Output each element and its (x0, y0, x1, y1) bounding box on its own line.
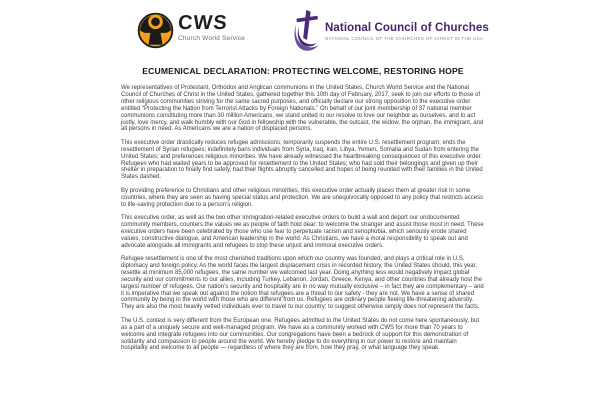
cws-figure-icon (137, 12, 174, 49)
ncc-wordmark (325, 23, 489, 41)
cross-swoosh-icon (292, 10, 322, 52)
cws-wordmark (178, 13, 245, 42)
paragraph-4: This executive order, as well as the two other immigration-related executive orders to build a wall and deport our undocumented community members, counters the values we as people of faith hold dear: to welcome the stranger and assist those most in need. These executive orders have been celebrated by those who use fear to perpetuate racism and xenophobia, which seriously erode shared values, constructive dialogue, and American leadership in the world. As Christians, we have a moral responsibility to speak out and advocate alongside all immigrants and refugees to stop these unjust and immoral executive orders. (121, 215, 484, 249)
logo-header (0, 10, 600, 58)
document-content (121, 66, 485, 359)
paragraph-6: The U.S. context is very different from the European one. Refugees admitted to the United States do not come here spontaneously, but as a part of a uniquely secure and well-managed program. We have as a community worked with CWS for more than 70 years to welcome and integrate refugees into our communities. Our congregations have been a bedrock of support for this demonstration of solidarity and compassion to people around the world. We hereby pledge to do everything in our power to restore and maintain hospitality and welcome to all people — regardless of where they are from, how they pray, or what language they speak. (121, 317, 479, 352)
cws-tagline: Church World Service (178, 35, 246, 42)
cws-acronym: CWS (177, 12, 229, 34)
ncc-name: National Council of Churches (325, 22, 489, 34)
ncc-logo (292, 10, 489, 52)
document-title: ECUMENICAL DECLARATION: PROTECTING WELCOME, RESTORING HOPE (142, 66, 464, 76)
paragraph-5: Refugee resettlement is one of the most cherished traditions upon which our country was founded, and plays a critical role in U.S. diplomacy and foreign policy. As the world faces the largest displacement crisis in recorded history, the United States should, this year, resettle at minimum 85,000 refugees, the same number we welcomed last year. Doing anything less would negatively impact global security and our commitments to our allies, including Turkey, Lebanon, Jordan, Greece, Kenya, and other countries that already host the largest number of refugees. Our nation’s security and hospitality are in no way mutually exclusive – in fact they are complementary – and it is imperative that we speak out against the notion that refugees are a threat to our safety - they are not. We have a sense of shared community by being in the world with those who are different from us. Refugees are ordinary people fleeing life-threatening adversity. They are also the most heavily vetted individuals ever to travel to our country; to suggest otherwise simply does not represent the facts. (121, 256, 484, 311)
document-body (121, 85, 485, 352)
paragraph-2: This executive order drastically reduces refugee admissions; temporarily suspends the entire U.S. resettlement program; ends the resettlement of Syrian refugees; indefinitely bans individuals from Syria, Iraq, Iran, Libya, Yemen, Somalia and Sudan from entering the United States; and preferences religious minorities. We have already witnessed the heartbreaking consequences of this executive order. Refugees who had waited years to be approved for resettlement to the United States; who had sold their belongings and given up their shelter in preparation to finally find safety, had their flights abruptly cancelled and hopes of being reunited with their families in the United States dashed. (121, 139, 483, 181)
paragraph-1: We representatives of Protestant, Orthodox and Anglican communions in the United States, Church World Service and the National Council of Churches of Christ in the United States, gathered together this 10th day of February, 2017, seek to join our efforts to those of other religious communities striving for the same sacred purposes, and officially declare our strong opposition to the executive order entitled “Protecting the Nation from Terrorist Attacks by Foreign Nationals.” On behalf of our joint membership of 37 national member communions constituting more than 30 million Americans, we stand united in our resolve to love our neighbor as ourselves, and to act justly, love mercy, and walk humbly with our God in fellowship with the vulnerable, the outcast, the widow, the orphan, the immigrant, and all persons in need. As Americans we are a nation of displaced persons. (121, 85, 484, 133)
paragraph-3: By providing preference to Christians and other religious minorities, this executive order actually places them at greater risk in some countries, where they are seen as having special status and protection. We are unequivocally opposed to any policy that restricts access to life-saving protection due to a person’s religion. (121, 187, 484, 208)
cws-logo (137, 12, 245, 49)
ncc-tagline: NATIONAL COUNCIL OF THE CHURCHES OF CHRIST IN THE USA (325, 36, 484, 41)
